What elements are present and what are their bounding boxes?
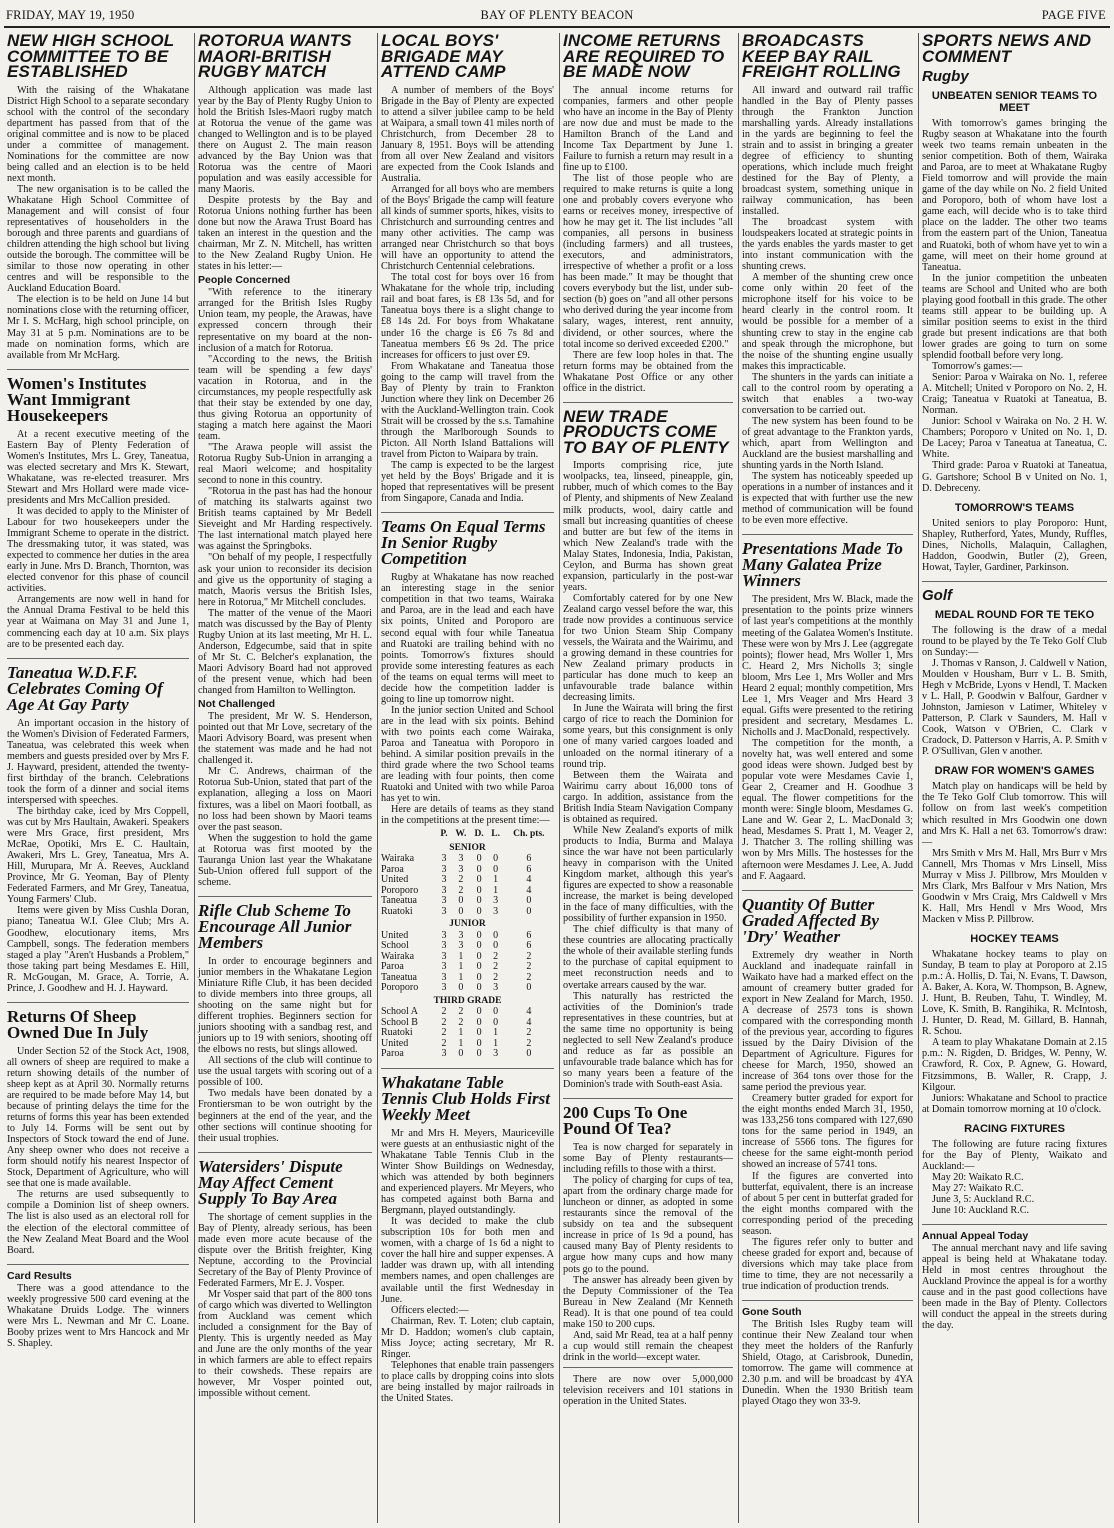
paragraph: Two medals have been donated by a Frontiersman to be won outright by the beginners at the end of the year, and the other sections will continue shooting for their usual trophies. [198,1088,372,1144]
team-name-cell: Ruatoki [381,1027,413,1039]
table-cell: 0 [493,853,499,865]
table-cell: 2 [526,971,532,983]
story-card-results [7,1271,189,1349]
headline: NEW TRADE PRODUCTS COME TO BAY OF PLENTY [563,406,729,457]
grade-title: SENIOR [449,842,486,853]
column-4 [559,33,736,1523]
team-name-cell: Poroporo [381,884,419,896]
paragraph: The competition for the month, a novelty hat, was well entered and some good ideas were shown. Judged best by popular vote were Mesdames Cavie 1, Gear 2, Creamer and H. Goodhue 3 equal. The flower competitions for the month were: Single bloom, Mesdames G. Lane and W. Gear 2, L. MacDonald 3; head, Mesdames S. Pratt 1, M. Veager 2, J. Thatcher 3. The rolling shilling was won by Mrs Mills. The hostesses for the afternoon were Mesdames J. Lee, A. Judd and F. Aagaard. [742,737,913,882]
table-cell: 2 [526,950,532,962]
story-gone-south [742,1307,913,1407]
divider [7,369,189,370]
headline: DRAW FOR WOMEN'S GAMES [934,765,1095,778]
subheading: Not Challenged [198,698,276,711]
column-header: Ch. pts. [513,829,545,840]
paragraph: From Whakatane and Taneatua those going to the camp will travel from the Bay of Plenty by train to Frankton Junction where they link on December 26 with the Auckland-Wellington train. Cook Strait will be crossed by the s.s. Tamahine through the Marlborough Sounds to Picton. All North Island Battalions will travel from Picton to Waipara by train. [381,360,554,461]
page-number: PAGE FIVE [1041,8,1106,22]
paragraph: The answer has already been given by the Deputy Commissioner of the Tea Bureau in New Zealand (Mr Kenneth Read). It is that one pound of tea could make 150 to 200 cups. [563,1274,733,1330]
paragraph: Tomorrow's games:— [932,361,1023,373]
paragraph: The shortage of cement supplies in the Bay of Plenty, already serious, has been made even more acute because of the dispute over the British freighter, King Neptune, according to the Provincial Secretary of the Bay of Plenty Province of Federated Farmers, Mr E. J. Vosper. [198,1211,372,1289]
table-cell: 1 [458,1037,464,1049]
team-name-cell: United [381,1037,409,1049]
table-cell: 2 [458,1006,464,1018]
table-cell: 0 [476,971,482,983]
table-cell: 3 [441,895,447,907]
table-cell: 1 [493,874,499,886]
table-cell: 3 [493,905,499,917]
paragraph: The policy of charging for cups of tea, apart from the ordinary charge made for luncheon or dinner, as adopted in some restaurants since the removal of the subsidy on tea and the subsequent increase in price of 1s 9d a pound, has caused many Bay of Plenty residents to argue how many cups and how many pots go to the pound. [563,1175,733,1275]
subheading: People Concerned [198,274,291,287]
section-label-rugby: Rugby [922,68,969,85]
divider [7,1264,189,1265]
grade-header-row [381,841,554,855]
paragraph: J. Thomas v Ranson, J. Caldwell v Nation, Moulden v Housham, Burr v L. B. Smith, Hegh v McBride, Lyons v Hendl, T. Macken v L. Hall, P. Goodwin v Balfour, Gardner v Johnston, Jamieson v Latimer, Whiteley v Patterson, P. Clark v Saunders, M. Hall v Cook, Watson v O'Brien, C. Clark v Cradock, D. Patterson v Harris, A. P. Smith v P. O'Sullivan, Glen v another. [922,657,1107,758]
paragraph: In the junior competition the unbeaten teams are School and United who are both playing good football in this grade. The other teams still appear to be building up. A similar position seems to exist in the third grade but present indications are that both lower grades are going to turn on some splendid football before very long. [922,272,1107,361]
paragraph: Comfortably catered for by one New Zealand cargo vessel before the war, this trade now provides a continuous service for two Union Steam Ship Company vessels, the Wairata and the Wairimu, and a growing demand in these countries for New Zealand primary products in particular has done much to keep an unfavourable trade balance within decreasing limits. [563,592,733,704]
divider [742,1300,913,1301]
divider [381,512,554,513]
table-cell: 0 [476,853,482,865]
divider [742,534,913,535]
table-cell: 2 [458,1016,464,1028]
paragraph: Juniors: Whakatane and School to practice at Domain tomorrow morning at 10 o'clock. [922,1092,1107,1115]
paragraph: The president, Mr W. S. Henderson, pointed out that Mr Love, secretary of the Maori Advisory Board, was present when the statement was made and he had not challenged it. [198,711,372,767]
table-cell: 0 [493,1016,499,1028]
paragraph: Creamery butter graded for export for the eight months ended March 31, 1950, was 133,256 tons compared with 127,690 tons for the same period in 1949, an increase of 5566 tons. The figures for cheese for the same eight-month period showed an increase of 5741 tons. [742,1093,913,1171]
table-header-row [381,828,554,841]
headline: 200 Cups To One Pound Of Tea? [563,1102,688,1138]
table-cell: 3 [458,929,464,941]
table-cell: 3 [441,853,447,865]
table-cell: 0 [476,1006,482,1018]
table-cell: 0 [458,895,464,907]
paragraph: The matter of the venue of the Maori match was discussed by the Bay of Plenty Rugby Union at its last meeting, Mr H. L. Anderson, Edgecumbe, said that in spite of Mr St. C. Belcher's explanation, the Maori Advisory Board had not approved of the present venue, which had been changed from Hamilton to Wellington. [198,607,372,697]
table-row [381,983,554,994]
table-cell: 1 [493,1027,499,1039]
divider [922,581,1107,582]
grade-title: JUNIOR [449,919,486,930]
table-cell: 4 [526,1006,532,1018]
column-1 [4,33,192,1523]
story-sheep-returns [7,1006,189,1256]
column-header: L. [491,829,500,840]
table-cell: 0 [526,1048,532,1060]
story-womens-games [922,765,1107,925]
paragraph: Although application was made last year by the Bay of Plenty Rugby Union to hold the British Isles-Maori rugby match at Rotorua the venue of the game was changed to Wellington and is to be played there on August 2. The main reason advanced by the Bay Union was that Rotorua was the centre of Maori population and was easily accessible for many Maoris. [198,84,372,195]
table-cell: 6 [526,929,532,941]
column-header: W. [455,829,467,840]
story-new-trade [563,406,733,1090]
paragraph: The chief difficulty is that many of these countries are allocating practically the whole of their available sterling funds to the purchase of capital equipment to meet reconstruction needs and to overtake arrears caused by the war. [563,924,733,991]
table-cell: 6 [526,853,532,865]
headline: Returns Of Sheep Owned Due In July [7,1006,149,1042]
headline: NEW HIGH SCHOOL COMMITTEE TO BE ESTABLISHED [7,33,175,81]
team-name-cell: School [381,940,409,952]
paragraph: The new system has been found to be of great advantage to the Frankton yards, which, apart from Wellington and Auckland are the busiest marshalling and shunting yards in the North Island. [742,415,913,472]
story-income-returns [563,33,733,394]
column-6 [918,33,1110,1523]
table-cell: 0 [458,905,464,917]
paragraph: With tomorrow's games bringing the Rugby season at Whakatane into the fourth week two teams remain unbeaten in the senior competition. Both of them, Wairaka and Paroa, are to meet at Whakatane Rugby Field tomorrow and will provide the main game of the day while on No. 2 field United and Poroporo, both of whom have lost a game each, will decide who is to take third place on the ladder. The other two teams from the eastern part of the Union, Taneatua and Ruatoki, both of whom have yet to win a game, will meet on their home ground at Taneatua. [922,118,1107,273]
team-name-cell: United [381,874,409,886]
paragraph: Match play on handicaps will be held by the Te Teko Golf Club tomorrow. This will follow on from last week's competition which resulted in Mrs Goodwin one down and Mrs K. Hall a net 63. Tomorrow's draw:— [922,781,1107,848]
table-cell: 0 [476,905,482,917]
paragraph: Whakatane hockey teams to play on Sunday, B team to play at Poroporo at 2.15 p.m.: A. Hollis, D. Tai, N. Evans, T. Dawson, A. Baker, A. Kora, W. Thompson, B. Agnew, J. Hunt, B. Reuben, Tahu, T. Windley, M. Love, K. Smith, B. Rangihika, R. McIntosh, J. Hunter, D. Read, M. Gillard, B. Hannah, R. Schou. [922,949,1107,1038]
list-item: June 10: Auckland R.C. [932,1204,1030,1216]
table-row [381,1049,554,1060]
issue-date: FRIDAY, MAY 19, 1950 [6,8,135,22]
table-cell: 4 [526,884,532,896]
divider [922,1224,1107,1225]
table-row [381,907,554,918]
story-watersiders [198,1156,372,1400]
table-cell: 0 [476,874,482,886]
table-cell: 0 [493,863,499,875]
table-cell: 3 [441,905,447,917]
story-broadcasts [742,33,913,526]
team-name-cell: Paroa [381,863,404,875]
paragraph: The annual income returns for companies, farmers and other people who have an income in the Bay of Plenty are now due and must be made to the Hamilton Branch of the Land and Income Tax Department by June 1. Failure to furnish a return may result in a fine up to £100. [563,84,733,173]
table-cell: 0 [476,1016,482,1028]
paragraph: All sections of the club will continue to use the usual targets with scoring out of a possible of 100. [198,1055,372,1089]
story-senior-rugby [381,519,554,1060]
team-name-cell: Poroporo [381,982,419,994]
table-cell: 0 [476,1048,482,1060]
list-item: June 3, 5: Auckland R.C. [932,1193,1035,1205]
table-cell: 3 [441,961,447,973]
table-cell: 2 [458,884,464,896]
section-label-golf: Golf [922,586,952,604]
paragraph: Third grade: Paroa v Ruatoki at Taneatua, G. Gartshore; School B v United on No. 1, D. Debreceny. [922,460,1107,494]
paragraph: The birthday cake, iced by Mrs Coppell, was cut by Mrs Haultain, Awakeri. Speakers were Mrs Grace, first president, Mrs McRae, Opotiki, Mrs E. C. Haultain, Awakeri, Mrs L. Grey, Taneatua, Mrs A. Hill, Murupara, Mr A. Reeves, Auckland Province, Mr G. Yeoman, Bay of Plenty Federated Farmers, and Mr Grey, Taneatua, Young Farmers' Club. [7,805,189,906]
paragraph: Mr C. Andrews, chairman of the Rotorua Sub-Union, stated that part of the explanation, alleging a loss on Maori fixtures, was a libel on Maori football, as no loss had been shown by Maori teams over the past season. [198,766,372,833]
table-cell: 0 [526,905,532,917]
headline: Rifle Club Scheme To Encourage All Junior Members [198,900,352,952]
story-rifle-club [198,900,372,1144]
paragraph: The camp is expected to be the largest yet held by the Boys' Brigade and it is hoped that representatives will be present from Singapore, Canada and India. [381,460,554,505]
table-cell: 3 [441,950,447,962]
section-title: SPORTS NEWS AND COMMENT [922,33,1092,66]
table-cell: 0 [458,982,464,994]
paragraph: "On behalf of my people, I respectfully ask your union to reconsider its decision and give us the opportunity of staging a match, Maoris versus the British Isles, here in Rotorua," Mr Mitchell concludes. [198,552,372,608]
headline: Annual Appeal Today [922,1230,1029,1243]
story-tomorrows-teams [922,502,1107,573]
divider [563,402,733,403]
headline: LOCAL BOYS' BRIGADE MAY ATTEND CAMP [381,33,506,81]
headline: Teams On Equal Terms In Senior Rugby Competition [381,517,546,569]
divider [7,658,189,659]
paragraph: Senior: Paroa v Wairaka on No. 1, referee A. Mitchell; United v Poroporo on No. 2, H. Craig; Taneatua v Ruatoki at Taneatua, B. Norman. [922,372,1107,417]
headline: Card Results [7,1269,72,1282]
table-cell: 3 [441,1048,447,1060]
table-cell: 0 [493,929,499,941]
paragraph: While New Zealand's exports of milk products to India, Burma and Malaya since the war have not been particularly heavy in comparison with the United Kingdom market, although this year's figures are expected to show a reasonable increase, the market is being developed in the face of many difficulties, with the possibility of further expansion in 1950. [563,824,733,925]
headline: TOMORROW'S TEAMS [954,501,1075,514]
table-cell: 0 [476,961,482,973]
paragraph: The total cost for boys over 16 from Whakatane for the whole trip, including rail and boat fares, is £8 13s 5d, and for Taneatua boys there is a slight change to £8 14s 2d. For boys from Whakatane under 16 the charge is £6 7s 8d and Taneatua members £6 9s 2d. The price increases for officers to just over £9. [381,272,554,361]
table-cell: 1 [458,1027,464,1039]
headline: Presentations Made To Many Galatea Prize Winners [742,539,903,591]
paragraph: The figures refer only to butter and cheese graded for export and, because of diversions which may take place from time to time, they are not necessarily a true indication of production trends. [742,1236,913,1292]
paragraph: A team to play Whakatane Domain at 2.15 p.m.: N. Rigden, D. Bridges, W. Penny, W. Crawford, R. Cox, P. Agnew, G. Howard, Fitzsimmons, B. Waller, R. Crapp, J. Kilgour. [922,1037,1107,1093]
paragraph: A number of members of the Boys' Brigade in the Bay of Plenty are expected to attend a silver jubilee camp to be held at Waipara, a small town 41 miles north of Christchurch, from December 28 to January 8, 1951. Boys will be attending from all over New Zealand and visitors are expected from the Cook Islands and Australia. [381,84,554,184]
table-cell: 3 [441,863,447,875]
table-cell: 2 [441,1006,447,1018]
table-cell: 0 [476,1027,482,1039]
table-cell: 2 [441,1027,447,1039]
table-cell: 2 [441,1037,447,1049]
paragraph: Mr and Mrs H. Meyers, Mauriceville were guests at an enthusiastic night of the Whakatane Table Tennis Club in the Winter Show Buildings on Wednesday, which was attended by both beginners and experienced players. Mr Meyers, who has competed against both Barna and Bergmann, played outstandingly. [381,1127,554,1217]
paragraph: The election is to be held on June 14 but nominations close with the returning officer, Mr I. S. McHarg, high school principle, on May 31 at 5 p.m. Nominations are to be made on nomination forms, which are available from Mr McHarg. [7,294,189,361]
team-name-cell: School B [381,1016,418,1028]
paragraph: Officers elected:— [391,1304,469,1316]
paragraph: "Rotorua in the past has had the honour of matching its stalwarts against two British teams captained by Mr Bedell Sieveight and Mr Harding respectively. The last international match played here was against the Springboks. [198,486,372,553]
story-annual-appeal [922,1231,1107,1331]
paragraph: A member of the shunting crew once come only within 20 feet of the microphone itself for his voice to be heard clearly in the control room. It would be possible for a member of a shunting crew to stay in the engine cab and speak through the microphone, but the noise of the shunting engine usually makes this impracticable. [742,272,913,372]
paragraph: It was decided to apply to the Minister of Labour for two housekeepers under the Immigrant Scheme to operate in the district. The dressmaking tutor, it was stated, was expected to commence her duties in the area early in June. Mrs D. Branch, Thornton, was elected convenor for this phase of council activities. [7,506,189,595]
table-cell: 1 [458,971,464,983]
story-cups-of-tea [563,1102,733,1408]
paragraph: The British Isles Rugby team will continue their New Zealand tour when they meet the holders of the Ranfurly Shield, Otago, at Carisbrook, Dunedin, tomorrow. The game will commence at 2.30 p.m. and will be broadcast by 4YA Dunedin. When the 1930 British team played Otago they won 33-9. [742,1319,913,1408]
table-cell: 4 [526,874,532,886]
paragraph: Junior: School v Wairaka on No. 2 H. W. Chambers; Poroporo v United on No. 1, D. De Lacey; Paroa v Taneatua at Taneatua, C. White. [922,416,1107,461]
paragraph: In the junior section United and School are in the lead with six points. Behind with two points each come Wairaka, Paroa and Taneatua with Poroporo in behind. A similar position prevails in the third grade where the two School teams are leading with four points, then come Ruatoki and United with two while Paroa has yet to win. [381,704,554,805]
table-cell: 1 [458,950,464,962]
headline: INCOME RETURNS ARE REQUIRED TO BE MADE NOW [563,33,725,81]
list-item: May 20: Waikato R.C. [932,1171,1024,1183]
team-name-cell: Ruatoki [381,905,413,917]
paragraph: The list of those people who are required to make returns is quite a long one and probably covers everyone who earns or receives money, irrespective of how he may get it. The list includes "all companies, all persons in business (including farmers) and all trustees, executors, and administrators, irrespective of whether a profit or a loss has been made." It may be thought that covers everybody but the list, under sub-section (b) goes on "and all other persons who derived during the year income from salary, wages, interest, rent annuity, dividend, or other sources, where the total income so derived exceeded £200." [563,172,733,350]
table-cell: 2 [493,950,499,962]
column-header: D. [474,829,484,840]
table-cell: 2 [526,1027,532,1039]
masthead [0,8,1114,26]
standings-table [381,828,554,1060]
paragraph: The following are future racing fixtures for the Bay of Plenty, Waikato and Auckland:— [922,1138,1107,1172]
divider [198,896,372,897]
paragraph: The new organisation is to be called the Whakatane High School Committee of Management and will consist of four representatives of householders in the borough and three parents and guardians of children attending the high school but living outside the borough. The committee will be similar to those now operating in other centres and will be responsible to the Auckland Education Board. [7,183,189,295]
paragraph: There are now over 5,000,000 television receivers and 101 stations in operation in the United States. [563,1373,733,1408]
table-cell: 3 [441,929,447,941]
team-name-cell: School A [381,1006,418,1018]
paragraph: Under Section 52 of the Stock Act, 1908, all owners of sheep are required to make a return showing details of the number of sheep kept as at April 30. Normally returns are required to be made before May 14, but because of printing delays the time for the returns of forms this year has been extended to July 14. Forms will be sent out by Inspectors of Stock toward the end of June. Any sheep owner who does not receive a form should notify his nearest Inspector of Stock, Department of Agriculture, who will see that one is made available. [7,1045,189,1190]
headline: UNBEATEN SENIOR TEAMS TO MEET [931,90,1098,114]
headline: Taneatua W.D.F.F. Celebrates Coming Of Age At Gay Party [7,662,163,714]
table-cell: 3 [458,853,464,865]
paper-name: BAY OF PLENTY BEACON [480,8,634,22]
story-table-tennis [381,1072,554,1404]
table-cell: 0 [476,940,482,952]
story-butter-graded [742,894,913,1292]
paragraph: There are few loop holes in that. The return forms may be obtained from the Whakatane Post Office or any other office in the district. [563,349,733,394]
table-cell: 0 [476,884,482,896]
paragraph: With the raising of the Whakatane District High School to a separate secondary school with the control of the secondary department has passed from that of the original committee and is now to be placed under a committee of management. Nominations for the committee are now being called and an election is to be held next month. [7,84,189,184]
paragraph: Items were given by Miss Cushla Doran, piano; Taneatua W.I. Glee Club; Mrs A. Goodhew, elocutionary items, Mrs Campbell, songs. The federation members staged a play "Aren't Husbands a Problem," those taking part being Mesdames E. Hill, R. McGougan, M. Grace, A. Torrie, A. Prince, J. Goodhew and H. J. Hayward. [7,905,189,994]
story-unbeaten-teams [922,90,1107,494]
paragraph: "According to the news, the British team will be spending a few days' vacation in Rotorua, and in the circumstances, my people respectfully ask that their stay be extended by one day, thus giving Rotorua an opportunity of staging a match here against the Maori team. [198,353,372,442]
headline: Women's Institutes Want Immigrant Housekeepers [7,373,147,425]
table-cell: 0 [493,1006,499,1018]
divider [742,890,913,891]
divider [198,1152,372,1153]
table-cell: 2 [493,961,499,973]
table-cell: 2 [441,1016,447,1028]
team-name-cell: United [381,929,409,941]
table-cell: 0 [493,940,499,952]
columns [0,33,1114,1523]
paragraph: Between them the Wairata and Wairimu carry about 16,000 tons of cargo. In addition, assistance from the British India Steam Navigation Company is obtained as required. [563,769,733,825]
paragraph: All inward and outward rail traffic handled in the Bay of Plenty passes through the Frankton Junction marshalling yards. Already installations in the yards are beginning to feel the strain and to assist in bringing a greater degree of efficiency to shunting operations, which include much freight destined for the Bay of Plenty, a broadcast system, something unique in railway communication, has been installed. [742,84,913,218]
standings-body [381,841,554,1060]
paragraph: In June the Wairata will bring the first cargo of rice to reach the Dominion for some years, but this consignment is only one of many varied cargoes loaded and unloaded on the normal itinerary of a round trip. [563,703,733,770]
table-cell: 2 [526,1037,532,1049]
table-cell: 3 [458,863,464,875]
table-cell: 3 [441,874,447,886]
paragraph: The broadcast system with loudspeakers located at strategic points in the yards enables the yards master to get into instant communication with the shunting crews. [742,217,913,273]
story-taneatua-wdff [7,662,189,994]
paragraph: Extremely dry weather in North Auckland and inadequate rainfall in Waikato have had a marked effect on the amount of creamery butter graded for export in New Zealand for March, 1950. A decrease of 2573 tons is shown compared with the corresponding month of the previous year, according to figures issued by the Dairy Division of the Department of Agriculture. Figures for cheese for March, 1950, showed an increase of 364 tons over those for the same period the previous year. [742,949,913,1094]
table-cell: 3 [441,940,447,952]
story-hockey-teams [922,933,1107,1115]
table-cell: 3 [458,940,464,952]
table-cell: 1 [458,961,464,973]
paragraph: Mr Vosper said that part of the 800 tons of cargo which was diverted to Wellington from Auckland was cement which included a consignment for the Bay of Plenty. This is urgently needed as May and June are the only months of the year in which farmers are able to effect repairs to their cowsheds. These repairs are however, Mr Vosper pointed out, impossible without cement. [198,1289,372,1400]
column-header [381,828,437,841]
paragraph: Chairman, Rev. T. Loten; club captain, Mr D. Haddon; women's club captain, Miss Joyce; acting secretary, Mr R. Ringer. [381,1315,554,1360]
headline: Whakatane Table Tennis Club Holds First Weekly Meet [381,1072,550,1124]
paragraph: The system has noticeably speeded up operations in a number of instances and it is expected that with further use the new method of communication will be found to be even more effective. [742,471,913,527]
headline: Gone South [742,1306,802,1319]
paragraph: Arranged for all boys who are members of the Boys' Brigade the camp will feature all kinds of summer sports, hikes, visits to Christchurch and surrounding centres and many other activities. The camp was arranged near Christchurch so that boys will have an opportunity to attend the Christchurch Centennial celebrations. [381,183,554,273]
table-cell: 6 [526,863,532,875]
table-cell: 0 [476,863,482,875]
paragraph: In order to encourage beginners and junior members in the Whakatane Legion Miniature Rifle Club, it has been decided to divide members into three groups, all shooting on the same night but for different trophies. Beginners section for juniors shooting with a sandbag rest, and juniors up to 19 with seniors, shooting off the elbows no rests, but slings allowed. [198,955,372,1056]
paragraph: Rugby at Whakatane has now reached an interesting stage in the senior competition in that two teams, Wairaka and Paroa, are in the lead and each have six points, United and Poroporo are second equal with four while Taneatua and Ruatoki are trailing behind with no points. Tomorrow's fixtures should provide some interesting features as each of the teams on equal terms will meet to decide how the competition ladder is going to line up tomorrow night. [381,572,554,705]
headline: Quantity Of Butter Graded Affected By 'Dry' Weather [742,894,879,946]
paragraph: Here are details of teams as they stand in the competitions at the present time:— [381,804,554,827]
paragraph: There was a good attendance to the weekly progressive 500 card evening at the Whakatane Druids Lodge. The winners were Mrs L. Newman and Mr C. Loane. Booby prizes went to Mrs Hancock and Mr S. Shapley. [7,1282,189,1349]
table-cell: 3 [441,982,447,994]
story-womens-institutes [7,373,189,650]
table-cell: 2 [458,874,464,886]
paragraph: The following is the draw of a medal round to be played by the Te Teko Golf Club on Sunday:— [922,624,1107,658]
paragraph: Mrs Smith v Mrs M. Hall, Mrs Burr v Mrs Cannell, Mrs Thomas v Mrs Linsell, Miss Murray v Miss J. Pillbrow, Mrs Moulden v Mrs Clark, Mrs Balfour v Mrs Nation, Mrs Goodwin v Mrs Craig, Mrs Caldwell v Mrs K. Hall, Mrs Hendl v Mrs Wood, Mrs Macken v Miss P. Pillbrow. [922,847,1107,925]
table-cell: 3 [441,971,447,983]
paragraph: The president, Mrs W. Black, made the presentation to the points prize winners of last year's competitions at the monthly meeting of the Galatea Women's Institute. These were won by Mrs J. Lee (aggregate points); flower head, Mrs Woller 1, Mrs C. Heard 2, Mrs Nicholls 3; single bloom, Mrs Lee 1, Mrs Woller and Mrs Heard 2 equal; monthly competition, Mrs Lee 1, Mrs Veager and Mrs Heard 3 equal. Gifts were presented to the retiring president and secretary, Mesdames L. Nicholls and J. MacDonald, respectively. [742,594,913,738]
story-galatea-prizes [742,541,913,881]
headline: MEDAL ROUND FOR TE TEKO [934,608,1095,621]
table-cell: 0 [476,950,482,962]
grade-header-row [381,994,554,1008]
paragraph: The annual merchant navy and life saving appeal is being held at Whakatane today. Held in most centres throughout the Auckland Province the appeal is for a worthy cause and in the past good collections have been made in the Bay of Plenty. Collectors will conduct the appeal in the streets during the day. [922,1243,1107,1332]
table-cell: 1 [493,884,499,896]
list-item: May 27: Waikato R.C. [932,1182,1024,1194]
paragraph: An important occasion in the history of the Women's Division of Federated Farmers, Taneatua, was celebrated this week when members and guests presided over by Mrs F. J. Hayward, president, attended the twenty-first birthday of the branch. Celebrations took the form of a dinner and social items interspersed with speeches. [7,717,189,806]
headline: Watersiders' Dispute May Affect Cement Supply To Bay Area [198,1156,343,1208]
table-cell: 3 [441,884,447,896]
paragraph: "The Arawa people will assist the Rotorua Rugby Sub-Union in arranging a real Maori welcome; and hospitality second to none in this country. [198,442,372,487]
table-cell: 1 [493,1037,499,1049]
paragraph: The returns are used subsequently to compile a Dominion list of sheep owners. The list is also used as an electoral roll for the election of the electoral committee of the New Zealand Meat Board and the Wool Board. [7,1189,189,1256]
column-3 [377,33,557,1523]
story-racing-fixtures [922,1123,1107,1216]
headline: RACING FIXTURES [964,1122,1065,1135]
column-5 [738,33,916,1523]
table-cell: 0 [458,1048,464,1060]
team-name-cell: Wairaka [381,853,415,865]
divider [563,1098,733,1099]
table-cell: 0 [476,895,482,907]
story-rotorua-rugby [198,33,372,888]
paragraph: United seniors to play Poroporo: Hunt, Shapley, Rutherford, Yates, Mundy, Ruffles, Dines, Nicholls, Malaquin, Callaghen, Haddon, Goodwin, Butler (2), Green, Howat, Tayler, Gardiner, Parkinson. [922,517,1107,573]
divider [7,1002,189,1003]
team-name-cell: Paroa [381,961,404,973]
team-name-cell: Taneatua [381,895,417,907]
divider [381,1068,554,1069]
team-name-cell: Taneatua [381,971,417,983]
paragraph: Tea is now charged for separately in some Bay of Plenty restaurants—including refills to those with a thirst. [563,1141,733,1176]
paragraph: Imports comprising rice, jute woolpacks, tea, linseed, pineapple, gin, rubber, much of which comes to the Bay of Plenty, and shipments of New Zealand milk products, wool, dairy cattle and small but increasing quantities of cheese and butter are but few of the items in which New Zealand's trade with the Malay States, Indonesia, India, Pakistan, Ceylon, and Burma has shown great expansion, particularly in the post-war years. [563,460,733,593]
paragraph: Arrangements are now well in hand for the Annual Drama Festival to be held this year at Waimana on May 31 and June 1, commencing each day at 10 a.m. Six plays are to be presented each day. [7,594,189,650]
table-cell: 3 [493,982,499,994]
grade-header-row [381,917,554,931]
team-name-cell: Paroa [381,1048,404,1060]
table-cell: 0 [476,982,482,994]
headline: BROADCASTS KEEP BAY RAIL FREIGHT ROLLING [742,33,901,81]
grade-title: THIRD GRADE [433,995,502,1006]
paragraph: Telephones that enable train passengers to place calls by dropping coins into slots are being installed by major railroads in the United States. [381,1359,554,1404]
table-cell: 0 [526,982,532,994]
story-boys-brigade [381,33,554,504]
table-cell: 2 [526,961,532,973]
paragraph: If the figures are converted into butterfat, equivalent, there is an increase of about 5 per cent in butterfat graded for the eight months compared with the corresponding period of the preceding season. [742,1170,913,1237]
table-cell: 3 [493,895,499,907]
masthead-rule [4,26,1110,28]
paragraph: "With reference to the itinerary arranged for the British Isles Rugby Union team, my people, the Arawas, have expressed concern through their representative on my board at the non-inclusion of a match for Rotorua. [198,287,372,354]
story-high-school [7,33,189,361]
story-medal-round [922,609,1107,758]
table-cell: 4 [526,1016,532,1028]
table-cell: 0 [526,895,532,907]
table-cell: 3 [493,1048,499,1060]
paragraph: The shunters in the yards can initiate a call to the control room by operating a switch that enables a two-way conversation to be carried out. [742,371,913,416]
table-cell: 0 [476,1037,482,1049]
headline: HOCKEY TEAMS [970,933,1059,945]
headline: ROTORUA WANTS MAORI-BRITISH RUGBY MATCH [198,33,352,81]
table-cell: 0 [476,929,482,941]
table-cell: 2 [493,971,499,983]
column-2 [194,33,375,1523]
paragraph: It was decided to make the club subscription 10s for both men and women, with a charge of 1s 6d a night to cover the hall hire and supper expenses. A ladder was drawn up, with all intending members names, and open challenges are available until the first Wednesday in June. [381,1216,554,1305]
paragraph: And, said Mr Read, tea at a half penny a cup would still remain the cheapest drink in the world—except water. [563,1329,733,1363]
paragraph: When the suggestion to hold the game at Rotorua was first mooted by the Tauranga Union last year the Whakatane Sub-Union offered full support of the scheme. [198,832,372,888]
column-header: P. [440,829,448,840]
paragraph: At a recent executive meeting of the Eastern Bay of Plenty Federation of Women's Institutes, Mrs L. Grey, Taneatua, was elected secretary and Mrs K. Stewart, Whakatane, was re-elected treasurer. Mrs Stewart and Mrs Hollard were made vice-presidents and Mrs McCallion presided. [7,428,189,506]
paragraph: Despite protests by the Bay and Rotorua Unions nothing further has been done but now the Arawa Trust Board has taken an interest in the question and the chairman, Mr Z. N. Mitchell, has written to the New Zealand Rugby Union. He states in his letter:— [198,194,372,273]
divider [563,1367,733,1368]
table-cell: 6 [526,940,532,952]
paragraph: This naturally has restricted the activities of the Dominion's trade representatives in these countries, but at the same time no opportunity is being neglected to sell New Zealand's produce and reduce as far as possible an unfavourable trade balance which has for so many years been a feature of the Dominion's trade with South-east Asia. [563,990,733,1090]
team-name-cell: Wairaka [381,950,415,962]
